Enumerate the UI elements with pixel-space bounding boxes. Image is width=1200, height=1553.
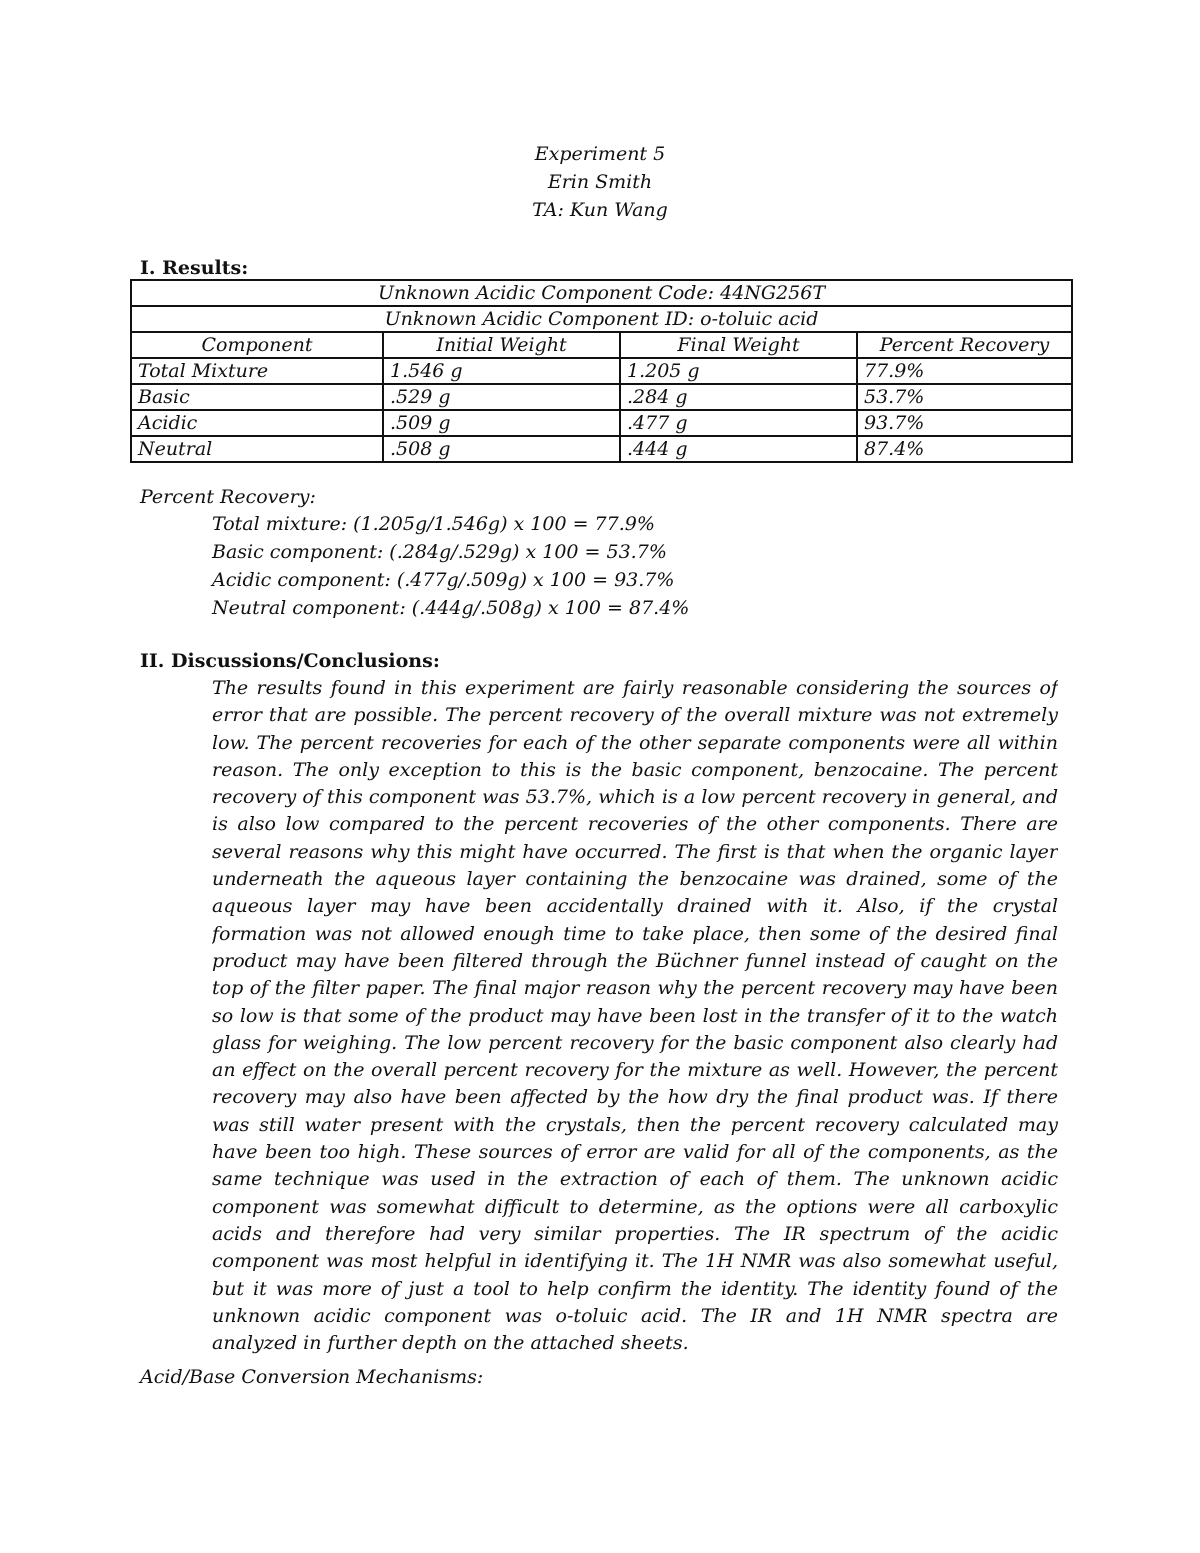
column-header: Initial Weight [383, 332, 620, 358]
table-row-code [131, 280, 1072, 306]
discussion-heading: II. Discussions/Conclusions: [140, 650, 440, 672]
table-cell: .529 g [383, 384, 620, 410]
paragraph-line: aqueous layer may have been accidentally drained with it. Also, if the crystal [212, 895, 1058, 918]
document-header [0, 140, 1200, 224]
paragraph-line: unknown acidic component was o-toluic acid. The IR and 1H NMR spectra are [212, 1304, 1058, 1327]
percent-recovery-label: Percent Recovery: [140, 486, 316, 508]
paragraph-line: reason. The only exception to this is the basic component, benzocaine. The percent [212, 758, 1058, 781]
paragraph-line: was still water present with the crystals, then the percent recovery calculated may [212, 1113, 1058, 1136]
paragraph-line: formation was not allowed enough time to take place, then some of the desired final [212, 922, 1058, 945]
unknown-id-cell: Unknown Acidic Component ID: o-toluic acid [131, 306, 1072, 332]
paragraph-line: acids and therefore had very similar properties. The IR spectrum of the acidic [212, 1222, 1058, 1245]
table-row-id [131, 306, 1072, 332]
table-cell: 93.7% [857, 410, 1072, 436]
column-header: Final Weight [620, 332, 857, 358]
results-heading: I. Results: [140, 257, 249, 279]
paragraph-line: so low is that some of the product may have been lost in the transfer of it to the watch [212, 1004, 1058, 1027]
table-cell: .444 g [620, 436, 857, 462]
paragraph-line: component was somewhat difficult to determine, as the options were all carboxylic [212, 1195, 1058, 1218]
table-cell: Total Mixture [131, 358, 383, 384]
paragraph-line: low. The percent recoveries for each of the other separate components were all within [212, 731, 1058, 754]
table-cell: Neutral [131, 436, 383, 462]
table-cell: 77.9% [857, 358, 1072, 384]
ta-name: TA: Kun Wang [532, 199, 668, 221]
paragraph-line: same technique was used in the extraction of each of them. The unknown acidic [212, 1168, 1058, 1191]
paragraph-line: have been too high. These sources of error are valid for all of the components, as the [212, 1141, 1058, 1164]
column-header: Component [131, 332, 383, 358]
table-cell: Basic [131, 384, 383, 410]
paragraph-line: analyzed in further depth on the attached sheets. [212, 1332, 689, 1355]
paragraph-line: an effect on the overall percent recovery for the mixture as well. However, the percent [212, 1059, 1058, 1082]
paragraph-line: top of the filter paper. The final major reason why the percent recovery may have been [212, 977, 1058, 1000]
table-row [131, 358, 1072, 384]
discussion-paragraph [212, 675, 1058, 1357]
table-cell: 87.4% [857, 436, 1072, 462]
paragraph-line: The results found in this experiment are fairly reasonable considering the sources of [212, 677, 1058, 699]
experiment-title: Experiment 5 [534, 143, 666, 165]
calculation-line: Basic component: (.284g/.529g) x 100 = 53.7% [212, 541, 667, 563]
paragraph-line: product may have been filtered through the Büchner funnel instead of caught on the [212, 949, 1058, 972]
table-row [131, 436, 1072, 462]
calculation-list [212, 510, 689, 622]
table-cell: .284 g [620, 384, 857, 410]
paragraph-line: several reasons why this might have occurred. The first is that when the organic layer [212, 840, 1058, 863]
calculation-line: Total mixture: (1.205g/1.546g) x 100 = 77.9% [212, 513, 655, 535]
unknown-code-cell: Unknown Acidic Component Code: 44NG256T [131, 280, 1072, 306]
table-header-row [131, 332, 1072, 358]
paragraph-line: recovery of this component was 53.7%, which is a low percent recovery in general, and [212, 786, 1058, 809]
paragraph-line: is also low compared to the percent recoveries of the other components. There are [212, 813, 1058, 836]
table-cell: .508 g [383, 436, 620, 462]
table-row [131, 410, 1072, 436]
paragraph-line: component was most helpful in identifying it. The 1H NMR was also somewhat useful, [212, 1250, 1058, 1273]
mechanisms-label: Acid/Base Conversion Mechanisms: [140, 1366, 484, 1388]
table-cell: 53.7% [857, 384, 1072, 410]
paragraph-line: underneath the aqueous layer containing the benzocaine was drained, some of the [212, 868, 1058, 891]
table-cell: 1.205 g [620, 358, 857, 384]
column-header: Percent Recovery [857, 332, 1072, 358]
paragraph-line: error that are possible. The percent recovery of the overall mixture was not extremely [212, 704, 1058, 727]
calculation-line: Neutral component: (.444g/.508g) x 100 = 87.4% [212, 597, 690, 619]
author-name: Erin Smith [547, 171, 653, 193]
table-cell: Acidic [131, 410, 383, 436]
results-table [130, 279, 1073, 463]
paragraph-line: recovery may also have been affected by the how dry the final product was. If there [212, 1086, 1058, 1109]
paragraph-line: glass for weighing. The low percent recovery for the basic component also clearly had [212, 1031, 1058, 1054]
table-cell: 1.546 g [383, 358, 620, 384]
table-row [131, 384, 1072, 410]
paragraph-line: but it was more of just a tool to help confirm the identity. The identity found of the [212, 1277, 1058, 1300]
table-cell: .477 g [620, 410, 857, 436]
table-cell: .509 g [383, 410, 620, 436]
calculation-line: Acidic component: (.477g/.509g) x 100 = 93.7% [212, 569, 675, 591]
